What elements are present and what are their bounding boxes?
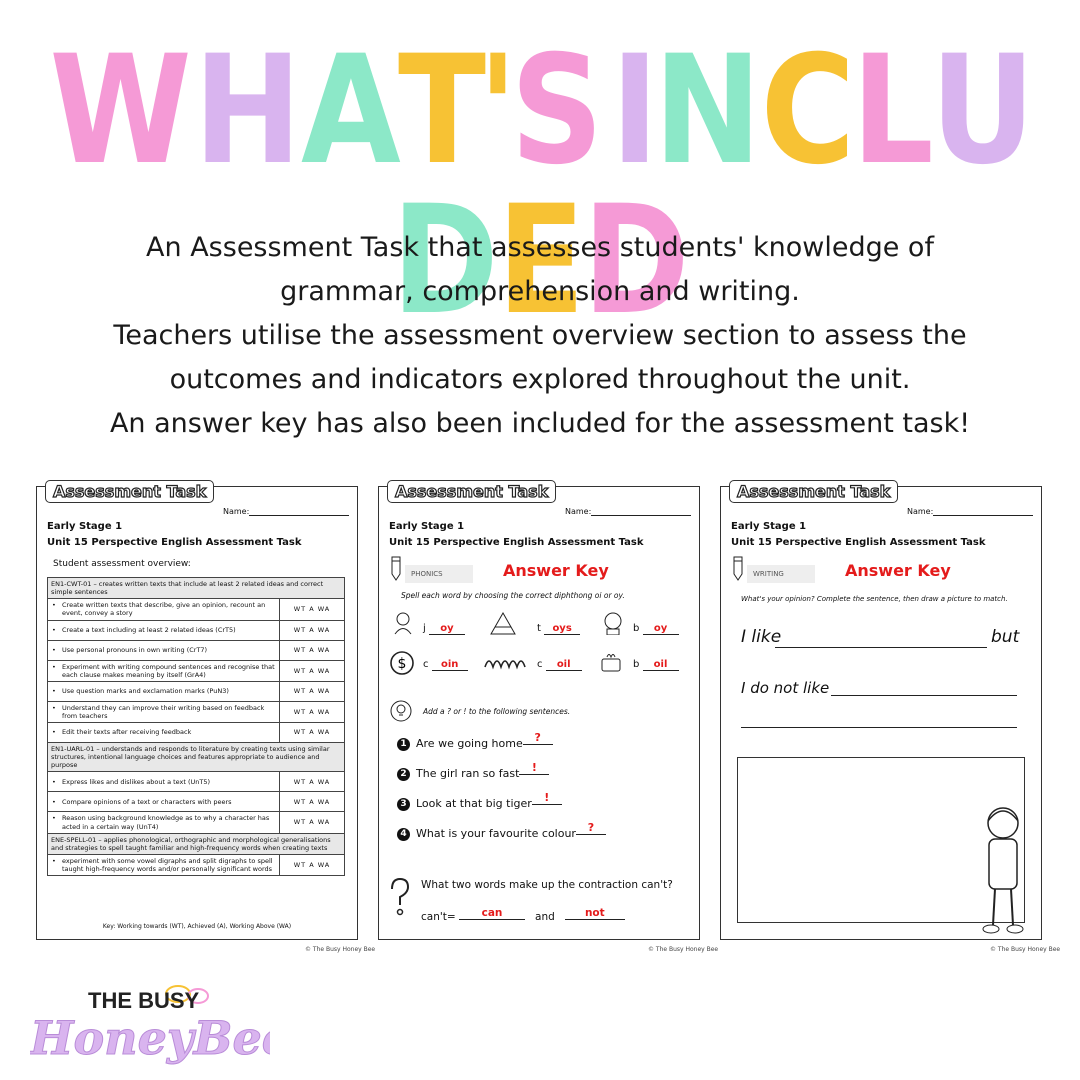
word-prefix: b: [633, 623, 640, 634]
indicator-text: • Experiment with writing compound sentences and recognise that each clause makes meaning by itself (GrA4): [48, 660, 280, 681]
name-label: Name:: [907, 507, 934, 516]
sheet-tab-title: Assessment Task: [45, 480, 214, 503]
indicator-text: • experiment with some vowel digraphs and split digraphs to spell taught high-frequency words and/or personally significant words: [48, 854, 280, 875]
description-line: An answer key has also been included for the assessment task!: [109, 408, 971, 439]
answer-key-label: Answer Key: [503, 561, 609, 580]
outcome-header-row: [48, 578, 345, 599]
brand-logo: [30, 978, 270, 1068]
outcomes-table: [47, 577, 345, 876]
rating-scale: WT A WA: [280, 701, 345, 722]
boy-face-icon: [599, 611, 627, 635]
title-letter: ': [478, 24, 517, 198]
description-line: grammar, comprehension and writing.: [280, 276, 800, 307]
sentence-number: 1: [397, 738, 410, 751]
and-label: and: [535, 911, 555, 923]
title-letter: S: [510, 24, 602, 198]
word-prefix: c: [537, 659, 543, 670]
title-letter: I: [611, 24, 658, 198]
indicator-row: [48, 599, 345, 620]
indicator-text: • Reason using background knowledge as to why a character has acted in a certain way (UnT4): [48, 812, 280, 833]
rating-scale: WT A WA: [280, 599, 345, 620]
name-label: Name:: [565, 507, 592, 516]
coin-icon: [389, 651, 417, 675]
indicator-row: [48, 640, 345, 660]
overview-label: Student assessment overview:: [53, 559, 191, 569]
indicator-row: [48, 812, 345, 833]
rating-scale: WT A WA: [280, 723, 345, 743]
title-letter: H: [193, 24, 301, 198]
sentence-row: [397, 731, 553, 751]
sentence-answer: ?: [523, 731, 553, 745]
toys-icon: [489, 611, 517, 635]
sentence-number: 2: [397, 768, 410, 781]
assessment-overview-sheet: [36, 482, 358, 940]
sentence-row: [397, 791, 562, 811]
boiling-pot-icon: [597, 649, 625, 673]
contraction-question: What two words make up the contraction can't?: [421, 879, 673, 891]
subject-label: WRITING: [747, 565, 815, 583]
rating-scale: WT A WA: [280, 772, 345, 792]
title-letter: L: [851, 24, 932, 198]
description-line: Teachers utilise the assessment overview section to assess the: [113, 320, 967, 351]
sentence-row: [397, 821, 606, 841]
word-prefix: c: [423, 659, 429, 670]
answer-key-label: Answer Key: [845, 561, 951, 580]
rating-scale: WT A WA: [280, 681, 345, 701]
rating-scale: WT A WA: [280, 812, 345, 833]
question-mark-icon: [387, 877, 413, 917]
cant-label: can't=: [421, 911, 456, 923]
svg-text:$: $: [397, 656, 407, 672]
indicator-row: [48, 854, 345, 875]
sentence-answer: ?: [576, 821, 606, 835]
contraction-answer-row: [421, 907, 625, 924]
word-answer: oy: [429, 623, 465, 635]
writing-instruction: What's your opinion? Complete the sentence, then draw a picture to match.: [741, 595, 1008, 603]
rating-scale: WT A WA: [280, 854, 345, 875]
word-prefix: t: [537, 623, 541, 634]
indicator-row: [48, 701, 345, 722]
indicator-row: [48, 660, 345, 681]
logo-line1: THE BUSY: [88, 988, 200, 1013]
outcome-header-row: [48, 833, 345, 854]
unit-label: Unit 15 Perspective English Assessment Task: [389, 537, 644, 548]
indicator-text: • Use personal pronouns in own writing (CrT7): [48, 640, 280, 660]
title-letter: N: [653, 24, 760, 198]
word-answer: oil: [643, 659, 679, 671]
copyright: © The Busy Honey Bee: [648, 946, 719, 953]
indicator-row: [48, 772, 345, 792]
rating-scale: WT A WA: [280, 792, 345, 812]
key-legend: Key: Working towards (WT), Achieved (A), Working Above (WA): [102, 923, 292, 930]
rating-scale: WT A WA: [280, 660, 345, 681]
copyright: © The Busy Honey Bee: [305, 946, 376, 953]
unit-label: Unit 15 Perspective English Assessment Task: [47, 537, 302, 548]
word-prefix: j: [423, 623, 426, 634]
sentence-text: The girl ran so fast: [416, 767, 520, 780]
title-letter: T: [397, 24, 485, 198]
thinking-girl-icon: [975, 803, 1031, 937]
punctuation-instruction: Add a ? or ! to the following sentences.: [423, 707, 571, 716]
stage-label: Early Stage 1: [731, 521, 807, 532]
description: [30, 226, 1050, 446]
name-line: [591, 515, 691, 516]
sentence-start-do-not-like: I do not like: [741, 679, 830, 697]
description-line: An Assessment Task that assesses students' knowledge of: [146, 232, 934, 263]
description-line: outcomes and indicators explored throughout the unit.: [169, 364, 911, 395]
writing-line: [775, 647, 987, 648]
unit-label: Unit 15 Perspective English Assessment Task: [731, 537, 986, 548]
outcome-text: EN1-UARL-01 – understands and responds to literature by creating texts using similar structures, intentional language choices and features appropriate to audience and purpose: [48, 743, 345, 772]
stage-label: Early Stage 1: [47, 521, 123, 532]
indicator-text: • Create written texts that describe, give an opinion, recount an event, convey a story: [48, 599, 280, 620]
sheet-tab-title: Assessment Task: [729, 480, 898, 503]
title-letter: E: [496, 174, 584, 348]
indicator-text: • Create a text including at least 2 related ideas (CrT5): [48, 620, 280, 640]
subject-label: PHONICS: [405, 565, 473, 583]
sentence-text: Look at that big tiger: [416, 797, 532, 810]
word-answer: oys: [544, 623, 580, 635]
phonics-word: [537, 659, 582, 671]
writing-line: [831, 695, 1017, 696]
phonics-word: [633, 659, 679, 671]
name-line: [933, 515, 1033, 516]
name-label: Name:: [223, 507, 250, 516]
phonics-word: [633, 623, 679, 635]
word-prefix: b: [633, 659, 640, 670]
word-answer: oil: [546, 659, 582, 671]
contraction-answer: not: [565, 907, 625, 920]
sentence-text: Are we going home: [416, 737, 523, 750]
pencil-icon: [731, 555, 745, 581]
lightbulb-icon: [389, 699, 413, 723]
indicator-row: [48, 681, 345, 701]
indicator-text: • Edit their texts after receiving feedback: [48, 723, 280, 743]
outcome-text: ENE-SPELL-01 – applies phonological, orthographic and morphological generalisations and strategies to spell taught familiar and high-frequency words when creating texts: [48, 833, 345, 854]
indicator-text: • Use question marks and exclamation marks (PuN3): [48, 681, 280, 701]
indicator-row: [48, 723, 345, 743]
bee-wings-icon: [30, 978, 270, 1068]
title-letter: D: [582, 174, 689, 348]
outcome-header-row: [48, 743, 345, 772]
logo-line2: HoneyBee: [30, 1011, 270, 1065]
title-letter: W: [49, 24, 190, 198]
sentence-start-like: I like: [741, 627, 782, 647]
title-letter: A: [300, 24, 399, 198]
sentence-number: 4: [397, 828, 410, 841]
word-answer: oy: [643, 623, 679, 635]
indicator-row: [48, 620, 345, 640]
indicator-row: [48, 792, 345, 812]
sentence-end-but: but: [991, 627, 1020, 647]
stage-label: Early Stage 1: [389, 521, 465, 532]
phonics-instruction: Spell each word by choosing the correct diphthong oi or oy.: [401, 591, 625, 600]
rating-scale: WT A WA: [280, 620, 345, 640]
rating-scale: WT A WA: [280, 640, 345, 660]
phonics-answer-sheet: [378, 482, 700, 940]
sentence-row: [397, 761, 549, 781]
sentence-answer: !: [519, 761, 549, 775]
sheet-tab-title: Assessment Task: [387, 480, 556, 503]
name-line: [249, 515, 349, 516]
contraction-answer: can: [459, 907, 525, 920]
indicator-text: • Compare opinions of a text or characters with peers: [48, 792, 280, 812]
writing-answer-sheet: [720, 482, 1042, 940]
pencil-icon: [389, 555, 403, 581]
sentence-number: 3: [397, 798, 410, 811]
word-answer: oin: [432, 659, 468, 671]
title-letter: D: [391, 174, 498, 348]
sentence-text: What is your favourite colour: [416, 827, 576, 840]
phonics-word: [423, 623, 465, 635]
title-letter: C: [760, 24, 854, 198]
phonics-word: [537, 623, 580, 635]
boy-icon: [389, 611, 417, 635]
phonics-word: [423, 659, 468, 671]
indicator-text: • Express likes and dislikes about a text (UnT5): [48, 772, 280, 792]
writing-line: [741, 727, 1017, 728]
coil-icon: [483, 653, 527, 677]
indicator-text: • Understand they can improve their writing based on feedback from teachers: [48, 701, 280, 722]
sentence-answer: !: [532, 791, 562, 805]
outcome-text: EN1-CWT-01 – creates written texts that include at least 2 related ideas and correct simple sentences: [48, 578, 345, 599]
title-letter: U: [930, 24, 1034, 198]
copyright: © The Busy Honey Bee: [990, 946, 1061, 953]
